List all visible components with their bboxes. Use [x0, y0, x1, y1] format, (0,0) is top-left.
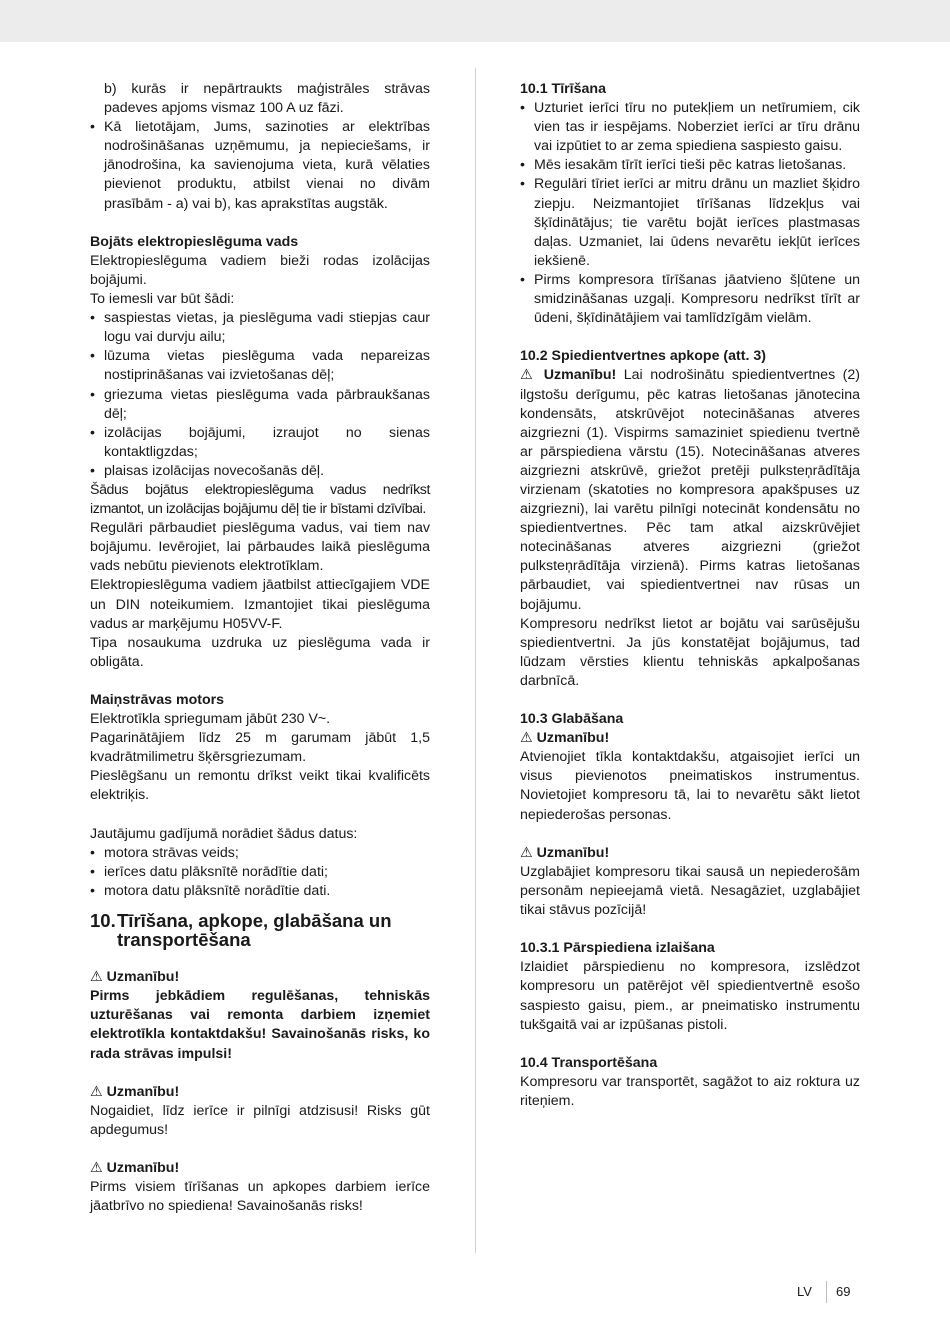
section-heading-10-1: 10.1 Tīrīšana [520, 81, 606, 97]
list-item: • Pirms kompresora tīrīšanas jāatvieno šļūtene un smidzināšanas uzgaļi. Kompresoru nedrīkst tīrīt ar ūdeni, šķīdinātājiem vai tamlīdzīgām vielām. [520, 271, 860, 328]
paragraph: Uzglabājiet kompresoru tikai sausā un nepiederošām personām nepieejamā vietā. Nesagāziet, uzglabājiet tikai stāvus pozīcijā! [520, 863, 860, 919]
list-item: • motora datu plāksnītē norādītie dati. [90, 882, 430, 901]
cable-list [90, 309, 430, 481]
paragraph: Pieslēgšanu un remontu drīkst veikt tikai kvalificēts elektriķis. [90, 768, 430, 804]
list-item: • Mēs iesakām tīrīt ierīci tieši pēc katras lietošanas. [520, 156, 860, 175]
list-item: • Uzturiet ierīci tīru no putekļiem un netīrumiem, cik vien tas ir iespējams. Noberziet ierīci ar tīru drānu vai izpūtiet to ar zema spiediena saspiesto gaisu. [520, 99, 860, 156]
list-item: • saspiestas vietas, ja pieslēguma vadi stiepjas caur logu vai durvju ailu; [90, 309, 430, 347]
paragraph: Elektrotīkla spriegumam jābūt 230 V~. [90, 711, 331, 728]
paragraph: Šādus bojātus elektropieslēguma vadus nedrīkst izmantot, un izolācijas bojājumu dēļ tie ir bīstami dzīvībai. [90, 481, 430, 518]
warning-text: Pirms visiem tīrīšanas un apkopes darbiem ierīce jāatbrīvo no spiediena! Savainošanās risks! [90, 1179, 430, 1215]
warning-label: ⚠ Uzmanību! [520, 367, 617, 384]
footer-language: LV [797, 1284, 812, 1299]
paragraph-text: Lai nodrošinātu spiedientvertnes (2) ilgstošu derīgumu, pēc katras lietošanas jānotecina kondensāts, atskrūvējot notecināšanas atveres aizgriezni (1). Vispirms samaziniet spiedienu tvertnē ar pārspiediena vārstu (15). Notecināšanas atveres aizgriezni atskrūvē, griežot pretēji pulksteņrādītāja virzienam (skatoties no kompresora apakšpuses uz aizgriezni), lai varētu pilnīgi notecināt kondensātu no spiedientvertnes. Pēc tam atkal aizskrūvējiet notecināšanas atveres aizgriezni (griežot pulksteņrādītāja virzienā). Pirms katras lietošanas pārbaudiet, vai spiedientvertnei nav rūsas un bojājumu. [520, 367, 860, 613]
paragraph: Jautājumu gadījumā norādiet šādus datus: [90, 825, 358, 842]
warning-text: Nogaidiet, līdz ierīce ir pilnīgi atdzisusi! Risks gūt apdegumus! [90, 1102, 430, 1138]
paragraph: Pagarinātājiem līdz 25 m garumam jābūt 1,5 kvadrātmilimetru šķērsgriezumam. [90, 730, 430, 766]
warning-label: ⚠ Uzmanību! [520, 730, 610, 747]
section-heading-10-4: 10.4 Transportēšana [520, 1054, 658, 1071]
section-heading-10-3: 10.3 Glabāšana [520, 711, 624, 728]
cleaning-list [520, 99, 860, 328]
section-heading-motor: Maiņstrāvas motors [90, 692, 225, 708]
chapter-number: 10. [90, 910, 116, 932]
page-number: 69 [836, 1284, 851, 1299]
right-column [520, 80, 860, 1111]
warning-text: Pirms jebkādiem regulēšanas, tehniskās uzturēšanas vai remonta darbiem izņemiet elektrotīkla kontaktdakšu! Savainošanās risks, ko rada strāvas impulsi! [90, 988, 430, 1062]
list-item: • Kā lietotājam, Jums, sazinoties ar elektrības nodrošināšanas uzņēmumu, ja nepieciešams, ir jānodrošina, ka savienojuma vieta, kurā vēlaties pievienot produktu, atbilst vienai no divām prasībām - a) vai b), kas aprakstītas augstāk. [90, 118, 430, 213]
chapter-title: Tīrīšana, apkope, glabāšana un transportēšana [117, 910, 392, 951]
warning-label: ⚠ Uzmanību! [90, 1083, 180, 1100]
list-item: • lūzuma vietas pieslēguma vada nepareizas nostiprināšanas vai izvietošanas dēļ; [90, 347, 430, 385]
paragraph: Atvienojiet tīkla kontaktdakšu, atgaisojiet ierīci un visus pievienotos pneimatiskos instrumentus. Novietojiet kompresoru tā, lai to nevarētu sākt lietot nepiederošas personas. [520, 749, 860, 823]
paragraph [520, 366, 860, 614]
motor-list [90, 844, 430, 901]
section-heading-10-2: 10.2 Spiedientvertnes apkope (att. 3) [520, 348, 766, 365]
footer-separator [826, 1281, 827, 1303]
column-divider [475, 68, 476, 1253]
top-bar [0, 0, 950, 42]
list-item: • motora strāvas veids; [90, 844, 430, 863]
list-item: • plaisas izolācijas novecošanās dēļ. [90, 462, 430, 481]
warning-label: ⚠ Uzmanību! [520, 844, 610, 861]
section-heading-cable: Bojāts elektropieslēguma vads [90, 233, 299, 250]
warning-label: ⚠ Uzmanību! [90, 969, 180, 986]
paragraph: Elektropieslēguma vadiem bieži rodas izolācijas bojājumi. [90, 252, 430, 288]
section-heading-10-3-1: 10.3.1 Pārspiediena izlaišana [520, 940, 715, 957]
chapter-heading [90, 911, 430, 949]
intro-list [90, 118, 430, 213]
paragraph: Regulāri pārbaudiet pieslēguma vadus, vai tiem nav bojājumu. Ievērojiet, lai pārbaudes laikā pieslēguma vads nebūtu pievienots elektrotīklam. [90, 520, 430, 575]
paragraph: To iemesli var būt šādi: [90, 291, 235, 308]
paragraph: Kompresoru var transportēt, sagāžot to aiz roktura uz riteņiem. [520, 1073, 860, 1109]
list-item: • griezuma vietas pieslēguma vada pārbraukšanas dēļ; [90, 386, 430, 424]
paragraph: Tipa nosaukuma uzdruka uz pieslēguma vada ir obligāta. [90, 634, 430, 670]
list-item: • ierīces datu plāksnītē norādītie dati; [90, 863, 430, 882]
paragraph: Izlaidiet pārspiedienu no kompresora, izslēdzot kompresoru un patērējot vēl spiedientvertnē esošo saspiesto gaisu, piem., ar pneimatisko instrumentu tukšgaitā vai ar izpūšanas pistoli. [520, 959, 860, 1033]
paragraph: Elektropieslēguma vadiem jāatbilst attiecīgajiem VDE un DIN noteikumiem. Izmantojiet tikai pieslēguma vadus ar marķējumu H05VV-F. [90, 577, 430, 632]
left-column [90, 80, 430, 1216]
warning-label: ⚠ Uzmanību! [90, 1160, 180, 1177]
paragraph: Kompresoru nedrīkst lietot ar bojātu vai sarūsējušu spiedientvertni. Ja jūs konstatējat bojājumus, tad lūdzam vērsties klientu tehniskās apkalpošanas darbnīcā. [520, 615, 860, 689]
list-item: • izolācijas bojājumi, izraujot no sienas kontaktligzdas; [90, 424, 430, 462]
intro-continuation: b) kurās ir nepārtraukts maģistrāles strāvas padeves apjoms vismaz 100 A uz fāzi. [104, 81, 430, 117]
list-item: • Regulāri tīriet ierīci ar mitru drānu un mazliet šķidro ziepju. Neizmantojiet tīrīšanas līdzekļus vai šķīdinātājus; tie varētu bojāt ierīces plastmasas daļas. Uzmaniet, lai ūdens nevarētu iekļūt ierīces iekšienē. [520, 175, 860, 270]
